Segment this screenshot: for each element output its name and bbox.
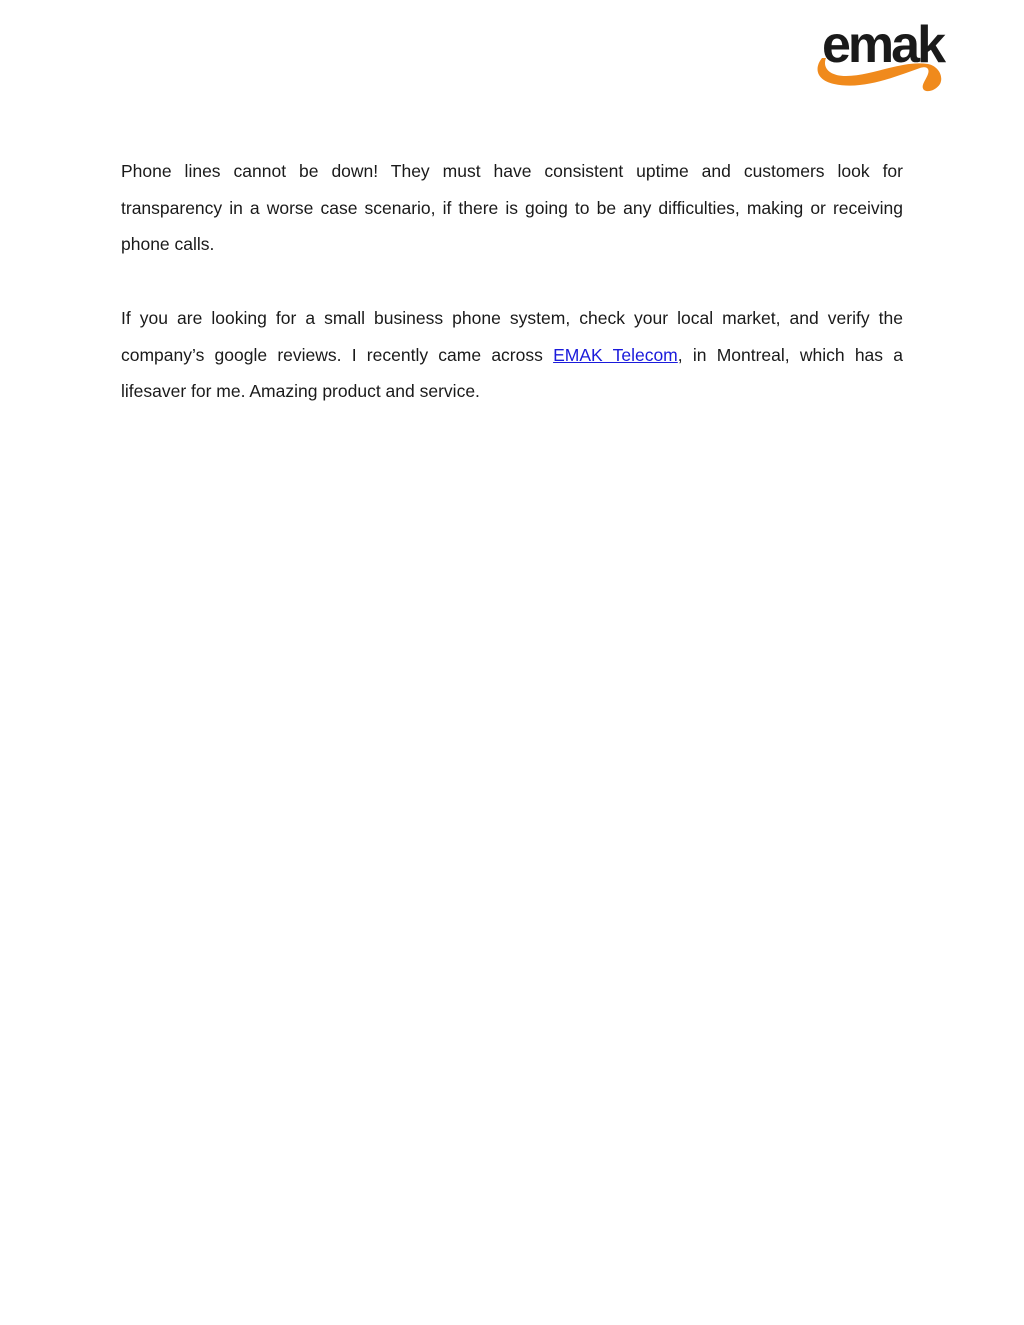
paragraph-phone-lines: Phone lines cannot be down! They must have consistent uptime and customers look for transparency in a worse case scenario, if there is going to be any difficulties, making or receiving phone calls. xyxy=(121,161,903,255)
paragraph-small-business xyxy=(121,300,903,410)
document-body xyxy=(121,153,903,410)
svg-text:emak: emak xyxy=(822,20,943,74)
paragraph-text-before-link: If you are looking for a small business phone system, check your local market, and verify the company’s google reviews. I recently came across xyxy=(121,307,903,365)
paragraph-text-after-link: , in Montreal, which has a lifesaver for me. Amazing product and service. xyxy=(121,344,903,402)
emak-logo-graphic xyxy=(812,20,967,96)
emak-telecom-link[interactable]: EMAK Telecom xyxy=(553,344,678,365)
emak-logo xyxy=(812,20,967,96)
